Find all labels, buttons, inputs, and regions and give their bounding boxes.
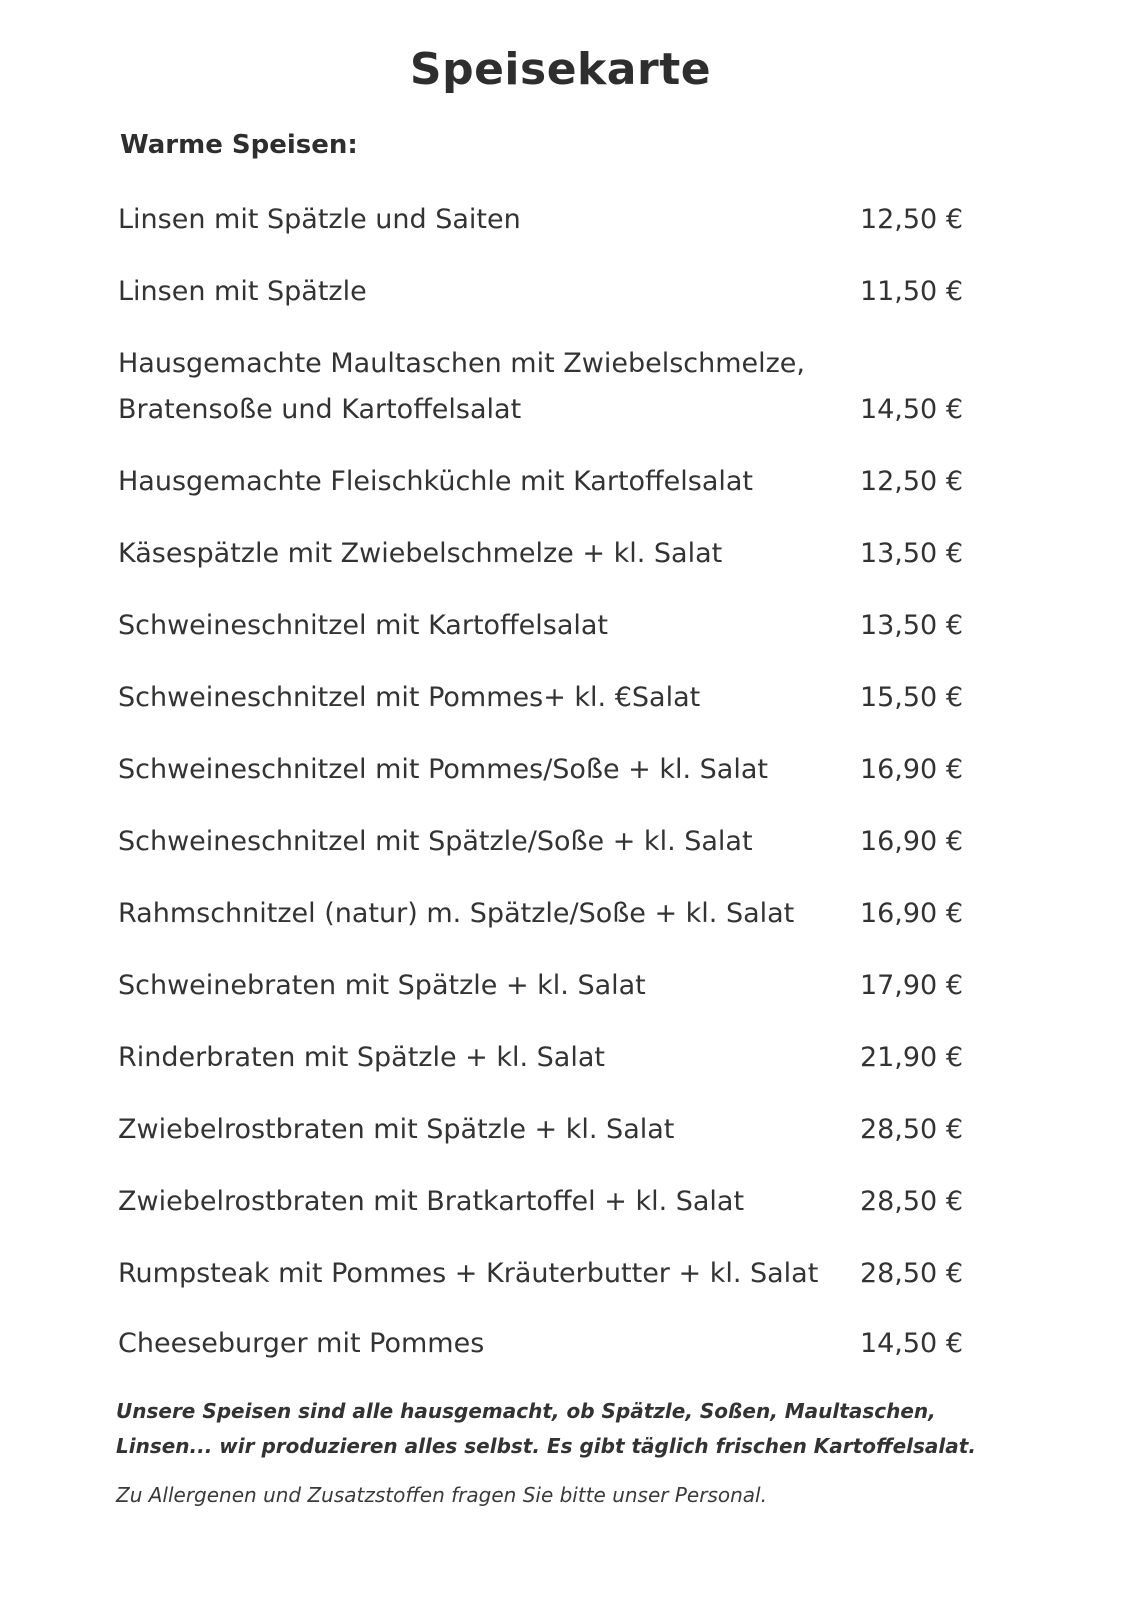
menu-item-name: Linsen mit Spätzle	[118, 276, 367, 307]
menu-item-name: Käsespätzle mit Zwiebelschmelze + kl. Salat	[118, 538, 723, 569]
menu-item-name: Rinderbraten mit Spätzle + kl. Salat	[118, 1042, 605, 1073]
menu-item-name: Schweineschnitzel mit Pommes+ kl. €Salat	[118, 682, 701, 713]
menu-item-price: 13,50 €	[859, 538, 963, 569]
menu-item-name: Schweinebraten mit Spätzle + kl. Salat	[118, 970, 646, 1001]
menu-item-name: Rahmschnitzel (natur) m. Spätzle/Soße + kl. Salat	[118, 898, 795, 929]
menu-item-price: 28,50 €	[859, 1258, 963, 1289]
menu-item	[118, 819, 963, 865]
menu-item	[118, 459, 963, 505]
menu-item-name: Zwiebelrostbraten mit Bratkartoffel + kl. Salat	[118, 1186, 745, 1217]
menu-item-name: Hausgemachte Fleischküchle mit Kartoffelsalat	[118, 466, 754, 497]
menu-item-price: 11,50 €	[859, 276, 963, 307]
menu-item-price: 16,90 €	[859, 898, 963, 929]
allergen-note: Zu Allergenen und Zusatzstoffen fragen Sie bitte unser Personal.	[116, 1483, 767, 1507]
menu-item-price: 16,90 €	[859, 826, 963, 857]
menu-item-name: Schweineschnitzel mit Pommes/Soße + kl. Salat	[118, 754, 768, 785]
menu-item	[118, 1107, 963, 1153]
homemade-note: Unsere Speisen sind alle hausgemacht, ob Spätzle, Soßen, Maultaschen, Linsen... wir produzieren alles selbst. Es gibt täglich frischen Kartoffelsalat.	[116, 1399, 976, 1458]
menu-item-name: Schweineschnitzel mit Kartoffelsalat	[118, 610, 609, 641]
menu-item-name: Cheeseburger mit Pommes	[118, 1328, 485, 1359]
menu-item	[118, 197, 963, 243]
menu-item-name: Zwiebelrostbraten mit Spätzle + kl. Salat	[118, 1114, 675, 1145]
menu-item-name: Hausgemachte Maultaschen mit Zwiebelschmelze, Bratensoße und Kartoffelsalat	[118, 348, 805, 425]
menu-item	[118, 531, 963, 577]
menu-item-name: Rumpsteak mit Pommes + Kräuterbutter + kl. Salat	[118, 1258, 819, 1289]
menu-item	[118, 1251, 963, 1297]
menu-item-price: 17,90 €	[859, 970, 963, 1001]
menu-item-price: 21,90 €	[859, 1042, 963, 1073]
menu-item	[118, 341, 963, 433]
menu-item-price: 14,50 €	[859, 394, 963, 425]
menu-item	[118, 891, 963, 937]
menu-item	[118, 1035, 963, 1081]
menu-item	[118, 963, 963, 1009]
menu-item	[118, 747, 963, 793]
menu-item	[118, 269, 963, 315]
page-title: Speisekarte	[409, 44, 712, 95]
menu-item-price: 13,50 €	[859, 610, 963, 641]
menu-item-price: 12,50 €	[859, 204, 963, 235]
menu-item-price: 15,50 €	[859, 682, 963, 713]
menu-item	[118, 1321, 963, 1367]
menu-item-price: 16,90 €	[859, 754, 963, 785]
menu-item-price: 28,50 €	[859, 1114, 963, 1145]
menu-item-price: 14,50 €	[859, 1328, 963, 1359]
menu-item-name: Schweineschnitzel mit Spätzle/Soße + kl. Salat	[118, 826, 753, 857]
menu-item	[118, 603, 963, 649]
menu-item-name: Linsen mit Spätzle und Saiten	[118, 204, 521, 235]
menu-item	[118, 1179, 963, 1225]
menu-item-price: 12,50 €	[859, 466, 963, 497]
menu-item	[118, 675, 963, 721]
menu-item-price: 28,50 €	[859, 1186, 963, 1217]
section-heading: Warme Speisen:	[120, 130, 358, 160]
